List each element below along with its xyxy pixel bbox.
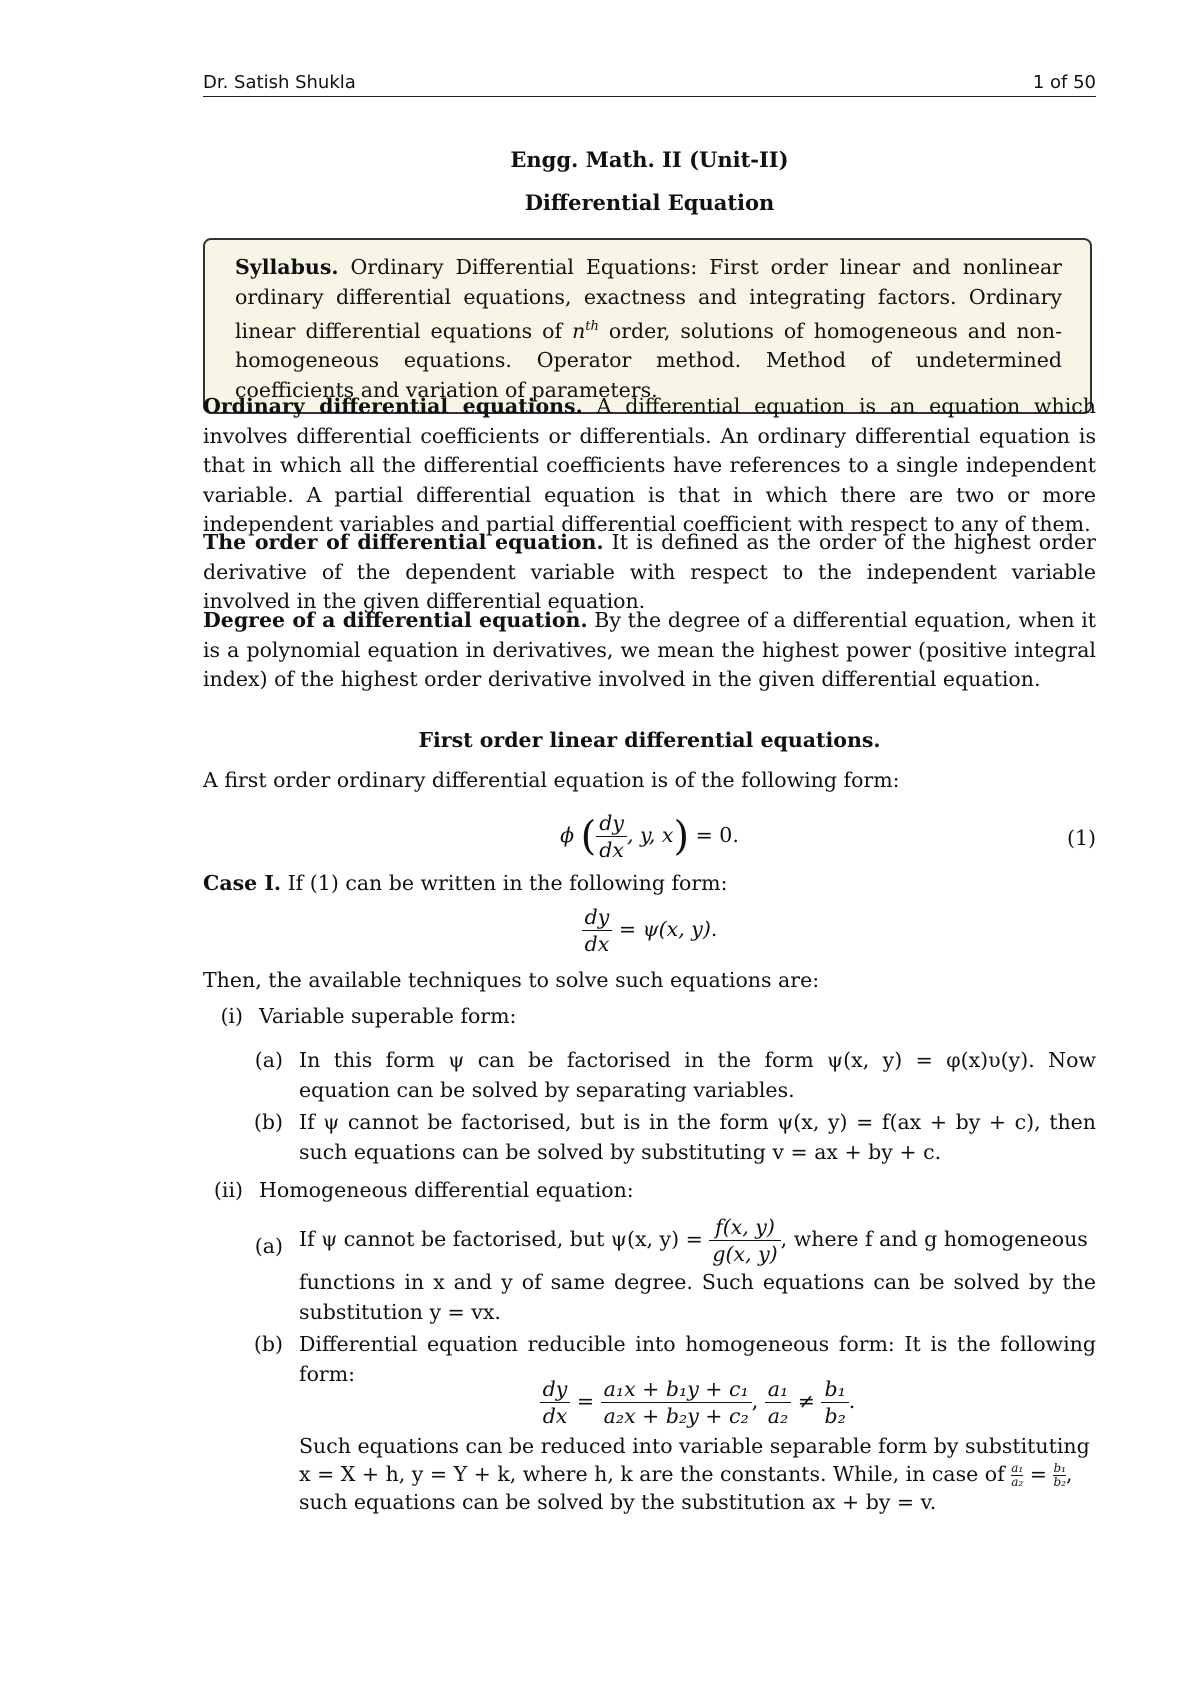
item-iib-text: Differential equation reducible into homogeneous form: It is the following form: — [299, 1332, 1096, 1386]
equals-sign: = — [576, 1389, 595, 1413]
case-1 — [203, 869, 1096, 899]
item-iia-line1 — [299, 1214, 1096, 1268]
item-ia-text: In this form ψ can be factorised in the form ψ(x, y) = φ(x)υ(y). Now equation can be solved by separating variables. — [299, 1048, 1096, 1102]
iib-after-line1: Such equations can be reduced into variable separable form by substituting — [299, 1434, 1090, 1458]
document-subtitle: Differential Equation — [524, 190, 775, 215]
equation-1 — [203, 810, 1096, 866]
numerator: a₁ — [765, 1376, 791, 1403]
equation-2 — [203, 904, 1096, 962]
definition-term: The order of differential equation. — [203, 530, 604, 554]
item-iia-label: (a) — [254, 1234, 283, 1258]
definition-ode — [203, 392, 1096, 540]
definition-term: Ordinary differential equations. — [203, 394, 583, 418]
definition-degree — [203, 606, 1096, 695]
case-label: Case I. — [203, 871, 282, 895]
numerator: dy — [540, 1376, 571, 1403]
numerator: a₁x + b₁y + c₁ — [601, 1376, 752, 1403]
b-ratio — [821, 1376, 848, 1429]
derivative-fraction — [596, 810, 627, 863]
syllabus-label: Syllabus. — [235, 255, 339, 279]
derivative-fraction — [540, 1376, 571, 1429]
denominator: a₂x + b₂y + c₂ — [603, 1404, 749, 1428]
item-ib-label: (b) — [253, 1110, 283, 1134]
numerator: b₁ — [821, 1376, 848, 1403]
author-name: Dr. Satish Shukla — [203, 72, 356, 93]
item-ib-text: If ψ cannot be factorised, but is in the form ψ(x, y) = f(ax + by + c), then such equations can be solved by substituting v = ax + by + c. — [299, 1110, 1096, 1164]
definition-text: A differential equation is an equation which involves differential coefficients or differentials. An ordinary differential equation is that in which all the differential coefficients have references to a single independent variable. A partial differential equation is that in which there are two or more independent variables and partial differential coefficient with respect to any of them. — [203, 394, 1096, 536]
eq1-args: , y, x — [626, 823, 674, 847]
document-title: Engg. Math. II (Unit-II) — [510, 147, 789, 172]
iia-post: , where f and g homogeneous — [780, 1227, 1088, 1251]
denominator: g(x, y) — [712, 1242, 778, 1266]
denominator: b₂ — [824, 1404, 846, 1428]
definition-text: By the degree of a differential equation, when it is a polynomial equation in derivatives, we mean the highest power (positive integral index) of the highest order derivative involved in the given differential equation. — [203, 608, 1096, 691]
denominator: dx — [542, 1404, 568, 1428]
equation-reducible — [299, 1376, 1096, 1432]
item-ii-label: (ii) — [213, 1178, 243, 1202]
denominator: dx — [584, 932, 610, 956]
definition-order — [203, 528, 1096, 617]
denominator: dx — [599, 838, 624, 862]
syllabus-text-b: order, solutions of homogeneous and non-homogeneous equations. Operator method. Method of undetermined coefficients and variation of parameters. — [235, 318, 1062, 402]
section-heading: First order linear differential equations. — [418, 728, 881, 752]
item-i-label: (i) — [220, 1004, 243, 1028]
small-b-ratio — [1053, 1462, 1066, 1489]
fg-fraction — [709, 1214, 780, 1267]
techniques-intro: Then, the available techniques to solve such equations are: — [203, 968, 820, 992]
not-equal-sign: ≠ — [797, 1389, 815, 1413]
numerator: f(x, y) — [709, 1214, 780, 1241]
period: . — [848, 1389, 856, 1413]
syllabus-box — [203, 238, 1092, 414]
item-ia-label: (a) — [254, 1048, 283, 1072]
phi-symbol: ϕ — [560, 823, 575, 847]
denominator: a₂ — [1011, 1475, 1024, 1489]
left-paren: ( — [580, 813, 597, 860]
page-header — [203, 66, 1096, 97]
small-a-ratio — [1011, 1462, 1023, 1489]
definition-term: Degree of a differential equation. — [203, 608, 588, 632]
numerator: dy — [596, 810, 627, 837]
numerator: b₁ — [1053, 1461, 1066, 1475]
linear-fraction — [601, 1376, 752, 1429]
item-iib-label: (b) — [253, 1332, 283, 1356]
right-paren: ) — [673, 813, 690, 860]
definition-text: It is defined as the order of the highest order derivative of the dependent variable with respect to the independent variable involved in the given differential equation. — [203, 530, 1096, 613]
comma: , — [751, 1389, 759, 1413]
item-iia-line2: functions in x and y of same degree. Such equations can be solved by the substitution y = vx. — [299, 1270, 1096, 1324]
nth-superscript: th — [585, 319, 599, 334]
denominator: b₂ — [1053, 1475, 1066, 1489]
numerator: dy — [582, 904, 613, 931]
eq2-rhs: = ψ(x, y). — [618, 917, 718, 941]
item-i-title: Variable superable form: — [259, 1004, 517, 1028]
iia-pre: If ψ cannot be factorised, but ψ(x, y) = — [299, 1227, 703, 1251]
equation-number: (1) — [1066, 826, 1096, 850]
derivative-fraction — [582, 904, 613, 957]
a-ratio — [765, 1376, 791, 1429]
small-equals: = — [1029, 1462, 1047, 1486]
numerator: a₁ — [1011, 1461, 1024, 1475]
intro-text: A first order ordinary differential equation is of the following form: — [203, 768, 900, 792]
iib-after2a: x = X + h, y = Y + k, where h, k are the constants. While, in case of — [299, 1462, 1005, 1486]
iib-after-line3: such equations can be solved by the substitution ax + by = v. — [299, 1490, 937, 1514]
case-text: If (1) can be written in the following form: — [287, 871, 728, 895]
iib-after-line2: x = X + h, y = Y + k, where h, k are the constants. While, in case of $\frac{\text{a₁}}{\text{a₂}}$ = $\frac{\text{b₁}}{\text{b₂}}$ , — [299, 1461, 1073, 1489]
syllabus-text-a: Ordinary Differential Equations: First order linear and nonlinear ordinary differential equations, exactness and integrating factors. Ordinary linear differential equations of — [235, 255, 1062, 343]
eq1-tail: = 0. — [695, 823, 739, 847]
page-number: 1 of 50 — [1032, 72, 1096, 93]
nth-symbol: n — [572, 318, 586, 343]
item-ii-title: Homogeneous differential equation: — [259, 1178, 634, 1202]
denominator: a₂ — [767, 1404, 789, 1428]
